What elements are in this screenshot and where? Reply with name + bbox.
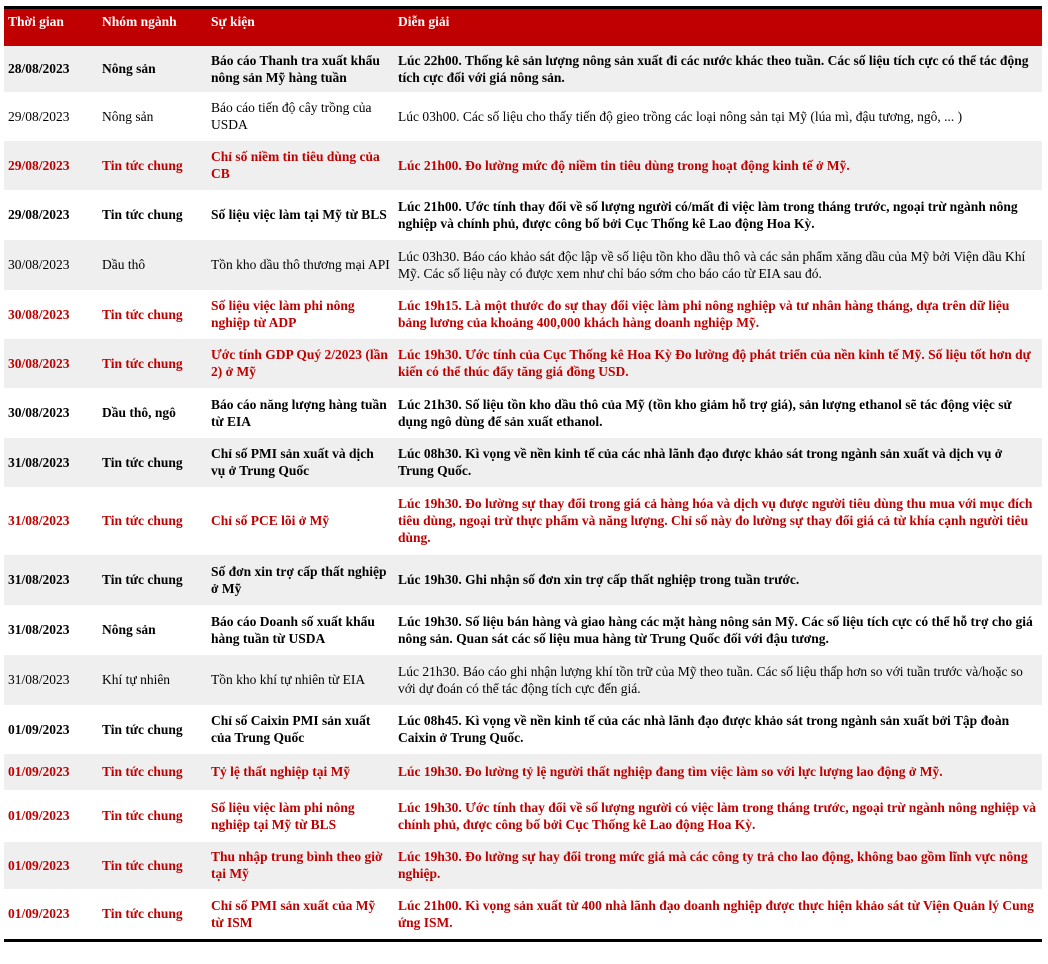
cell-description: Lúc 22h00. Thống kê sản lượng nông sản xuất đi các nước khác theo tuần. Các số liệu tích cực có thể tác động tích cực đối với giá nông sản. [394,46,1042,92]
cell-description: Lúc 19h30. Đo lường tỷ lệ người thất nghiệp đang tìm việc làm so với lực lượng lao động ở Mỹ. [394,754,1042,790]
cell-event: Báo cáo Thanh tra xuất khẩu nông sản Mỹ hàng tuần [207,46,394,92]
cell-description: Lúc 03h00. Các số liệu cho thấy tiến độ gieo trồng các loại nông sản tại Mỹ (lúa mì, đậu tương, ngô, ... ) [394,92,1042,141]
cell-group: Tin tức chung [98,141,207,190]
cell-description: Lúc 19h30. Ước tính của Cục Thống kê Hoa Kỳ Đo lường độ phát triển của nền kinh tế Mỹ. Số liệu tốt hơn dự kiến có thể thúc đẩy tăng giá đồng USD. [394,339,1042,388]
cell-group: Tin tức chung [98,555,207,605]
cell-date: 01/09/2023 [4,705,98,754]
table-row [4,655,1042,705]
cell-description: Lúc 19h30. Ước tính thay đổi về số lượng người có việc làm trong tháng trước, ngoại trừ ngành nông nghiệp và chính phủ, được công bố bởi Cục Thống kê Lao động Hoa Kỳ. [394,790,1042,842]
cell-event: Thu nhập trung bình theo giờ tại Mỹ [207,842,394,889]
cell-event: Chỉ số PCE lõi ở Mỹ [207,487,394,555]
cell-date: 30/08/2023 [4,388,98,438]
cell-group: Tin tức chung [98,889,207,941]
cell-event: Chỉ số niềm tin tiêu dùng của CB [207,141,394,190]
cell-description: Lúc 21h00. Ước tính thay đổi về số lượng người có/mất đi việc làm trong tháng trước, ngoại trừ ngành nông nghiệp và chính phủ, được công bố bởi Cục Thống kê Lao động Hoa Kỳ. [394,190,1042,240]
cell-group: Tin tức chung [98,790,207,842]
cell-date: 01/09/2023 [4,754,98,790]
cell-group: Tin tức chung [98,290,207,339]
cell-description: Lúc 08h45. Kì vọng về nền kinh tế của các nhà lãnh đạo được khảo sát trong ngành sản xuất bởi Tập đoàn Caixin ở Trung Quốc. [394,705,1042,754]
cell-description: Lúc 19h15. Là một thước đo sự thay đổi việc làm phi nông nghiệp và tư nhân hàng tháng, dựa trên dữ liệu bảng lương của khoảng 400,000 khách hàng doanh nghiệp Mỹ. [394,290,1042,339]
event-calendar [4,6,1042,942]
table-row [4,842,1042,889]
table-row [4,290,1042,339]
cell-group: Nông sản [98,605,207,655]
cell-group: Nông sản [98,92,207,141]
cell-date: 29/08/2023 [4,92,98,141]
table-row [4,754,1042,790]
cell-description: Lúc 19h30. Đo lường sự thay đổi trong giá cả hàng hóa và dịch vụ được người tiêu dùng thu mua với mục đích tiêu dùng, ngoại trừ thực phẩm và năng lượng. Chỉ số này đo lường sự thay đổi giá cả từ khía cạnh người tiêu dùng. [394,487,1042,555]
cell-date: 01/09/2023 [4,889,98,941]
cell-description: Lúc 19h30. Đo lường sự hay đổi trong mức giá mà các công ty trả cho lao động, không bao gồm lĩnh vực nông nghiệp. [394,842,1042,889]
cell-description: Lúc 08h30. Kì vọng về nền kinh tế của các nhà lãnh đạo được khảo sát trong ngành sản xuất và dịch vụ ở Trung Quốc. [394,438,1042,487]
cell-description: Lúc 21h00. Đo lường mức độ niềm tin tiêu dùng trong hoạt động kinh tế ở Mỹ. [394,141,1042,190]
cell-group: Tin tức chung [98,705,207,754]
cell-group: Tin tức chung [98,339,207,388]
cell-group: Nông sản [98,46,207,92]
cell-date: 30/08/2023 [4,290,98,339]
cell-description: Lúc 21h00. Kì vọng sản xuất từ 400 nhà lãnh đạo doanh nghiệp được thực hiện khảo sát từ Viện Quản lý Cung ứng ISM. [394,889,1042,941]
cell-group: Tin tức chung [98,754,207,790]
header-time: Thời gian [4,8,98,46]
cell-date: 31/08/2023 [4,655,98,705]
cell-date: 01/09/2023 [4,842,98,889]
table-row [4,388,1042,438]
cell-date: 01/09/2023 [4,790,98,842]
cell-event: Báo cáo tiến độ cây trồng của USDA [207,92,394,141]
cell-date: 29/08/2023 [4,141,98,190]
cell-group: Tin tức chung [98,190,207,240]
cell-event: Số liệu việc làm phi nông nghiệp tại Mỹ từ BLS [207,790,394,842]
cell-event: Chỉ số PMI sản xuất của Mỹ từ ISM [207,889,394,941]
cell-date: 30/08/2023 [4,339,98,388]
table-row [4,190,1042,240]
cell-date: 31/08/2023 [4,555,98,605]
table-row [4,889,1042,941]
cell-event: Số liệu việc làm phi nông nghiệp từ ADP [207,290,394,339]
cell-description: Lúc 21h30. Báo cáo ghi nhận lượng khí tồn trữ của Mỹ theo tuần. Các số liệu thấp hơn so với tuần trước và/hoặc so với dự đoán có thể tác động tích cực đến giá. [394,655,1042,705]
cell-event: Số đơn xin trợ cấp thất nghiệp ở Mỹ [207,555,394,605]
cell-group: Khí tự nhiên [98,655,207,705]
cell-description: Lúc 19h30. Số liệu bán hàng và giao hàng các mặt hàng nông sản Mỹ. Các số liệu tích cực có thể hỗ trợ cho giá nông sản. Quan sát các số liệu mua hàng từ Trung Quốc đối với đậu tương. [394,605,1042,655]
cell-group: Tin tức chung [98,487,207,555]
table-row [4,46,1042,92]
cell-event: Ước tính GDP Quý 2/2023 (lần 2) ở Mỹ [207,339,394,388]
cell-group: Tin tức chung [98,438,207,487]
table-body [4,46,1042,941]
table-row [4,141,1042,190]
header-group: Nhóm ngành [98,8,207,46]
table-row [4,555,1042,605]
cell-group: Dầu thô [98,240,207,290]
cell-event: Báo cáo năng lượng hàng tuần từ EIA [207,388,394,438]
table-row [4,790,1042,842]
cell-date: 29/08/2023 [4,190,98,240]
cell-description: Lúc 19h30. Ghi nhận số đơn xin trợ cấp thất nghiệp trong tuần trước. [394,555,1042,605]
table-row [4,339,1042,388]
cell-description: Lúc 03h30. Báo cáo khảo sát độc lập về số liệu tồn kho dầu thô và các sản phẩm xăng dầu của Mỹ bởi Viện dầu Khí Mỹ. Các số liệu này có được xem như chỉ báo sớm cho báo cáo từ EIA sau đó. [394,240,1042,290]
table-header-row [4,8,1042,46]
cell-event: Số liệu việc làm tại Mỹ từ BLS [207,190,394,240]
cell-event: Tỷ lệ thất nghiệp tại Mỹ [207,754,394,790]
cell-event: Chỉ số PMI sản xuất và dịch vụ ở Trung Quốc [207,438,394,487]
cell-event: Tồn kho dầu thô thương mại API [207,240,394,290]
cell-event: Tồn kho khí tự nhiên từ EIA [207,655,394,705]
table-row [4,438,1042,487]
cell-event: Chỉ số Caixin PMI sản xuất của Trung Quốc [207,705,394,754]
table-row [4,92,1042,141]
cell-group: Tin tức chung [98,842,207,889]
table-row [4,705,1042,754]
table-row [4,487,1042,555]
header-description: Diễn giải [394,8,1042,46]
cell-group: Dầu thô, ngô [98,388,207,438]
table-row [4,240,1042,290]
cell-event: Báo cáo Doanh số xuất khẩu hàng tuần từ USDA [207,605,394,655]
cell-date: 31/08/2023 [4,605,98,655]
events-table [4,6,1042,942]
cell-date: 31/08/2023 [4,438,98,487]
cell-date: 30/08/2023 [4,240,98,290]
table-row [4,605,1042,655]
cell-description: Lúc 21h30. Số liệu tồn kho dầu thô của Mỹ (tồn kho giảm hỗ trợ giá), sản lượng ethanol sẽ tác động việc sử dụng ngô dùng để sản xuất ethanol. [394,388,1042,438]
cell-date: 31/08/2023 [4,487,98,555]
cell-date: 28/08/2023 [4,46,98,92]
header-event: Sự kiện [207,8,394,46]
